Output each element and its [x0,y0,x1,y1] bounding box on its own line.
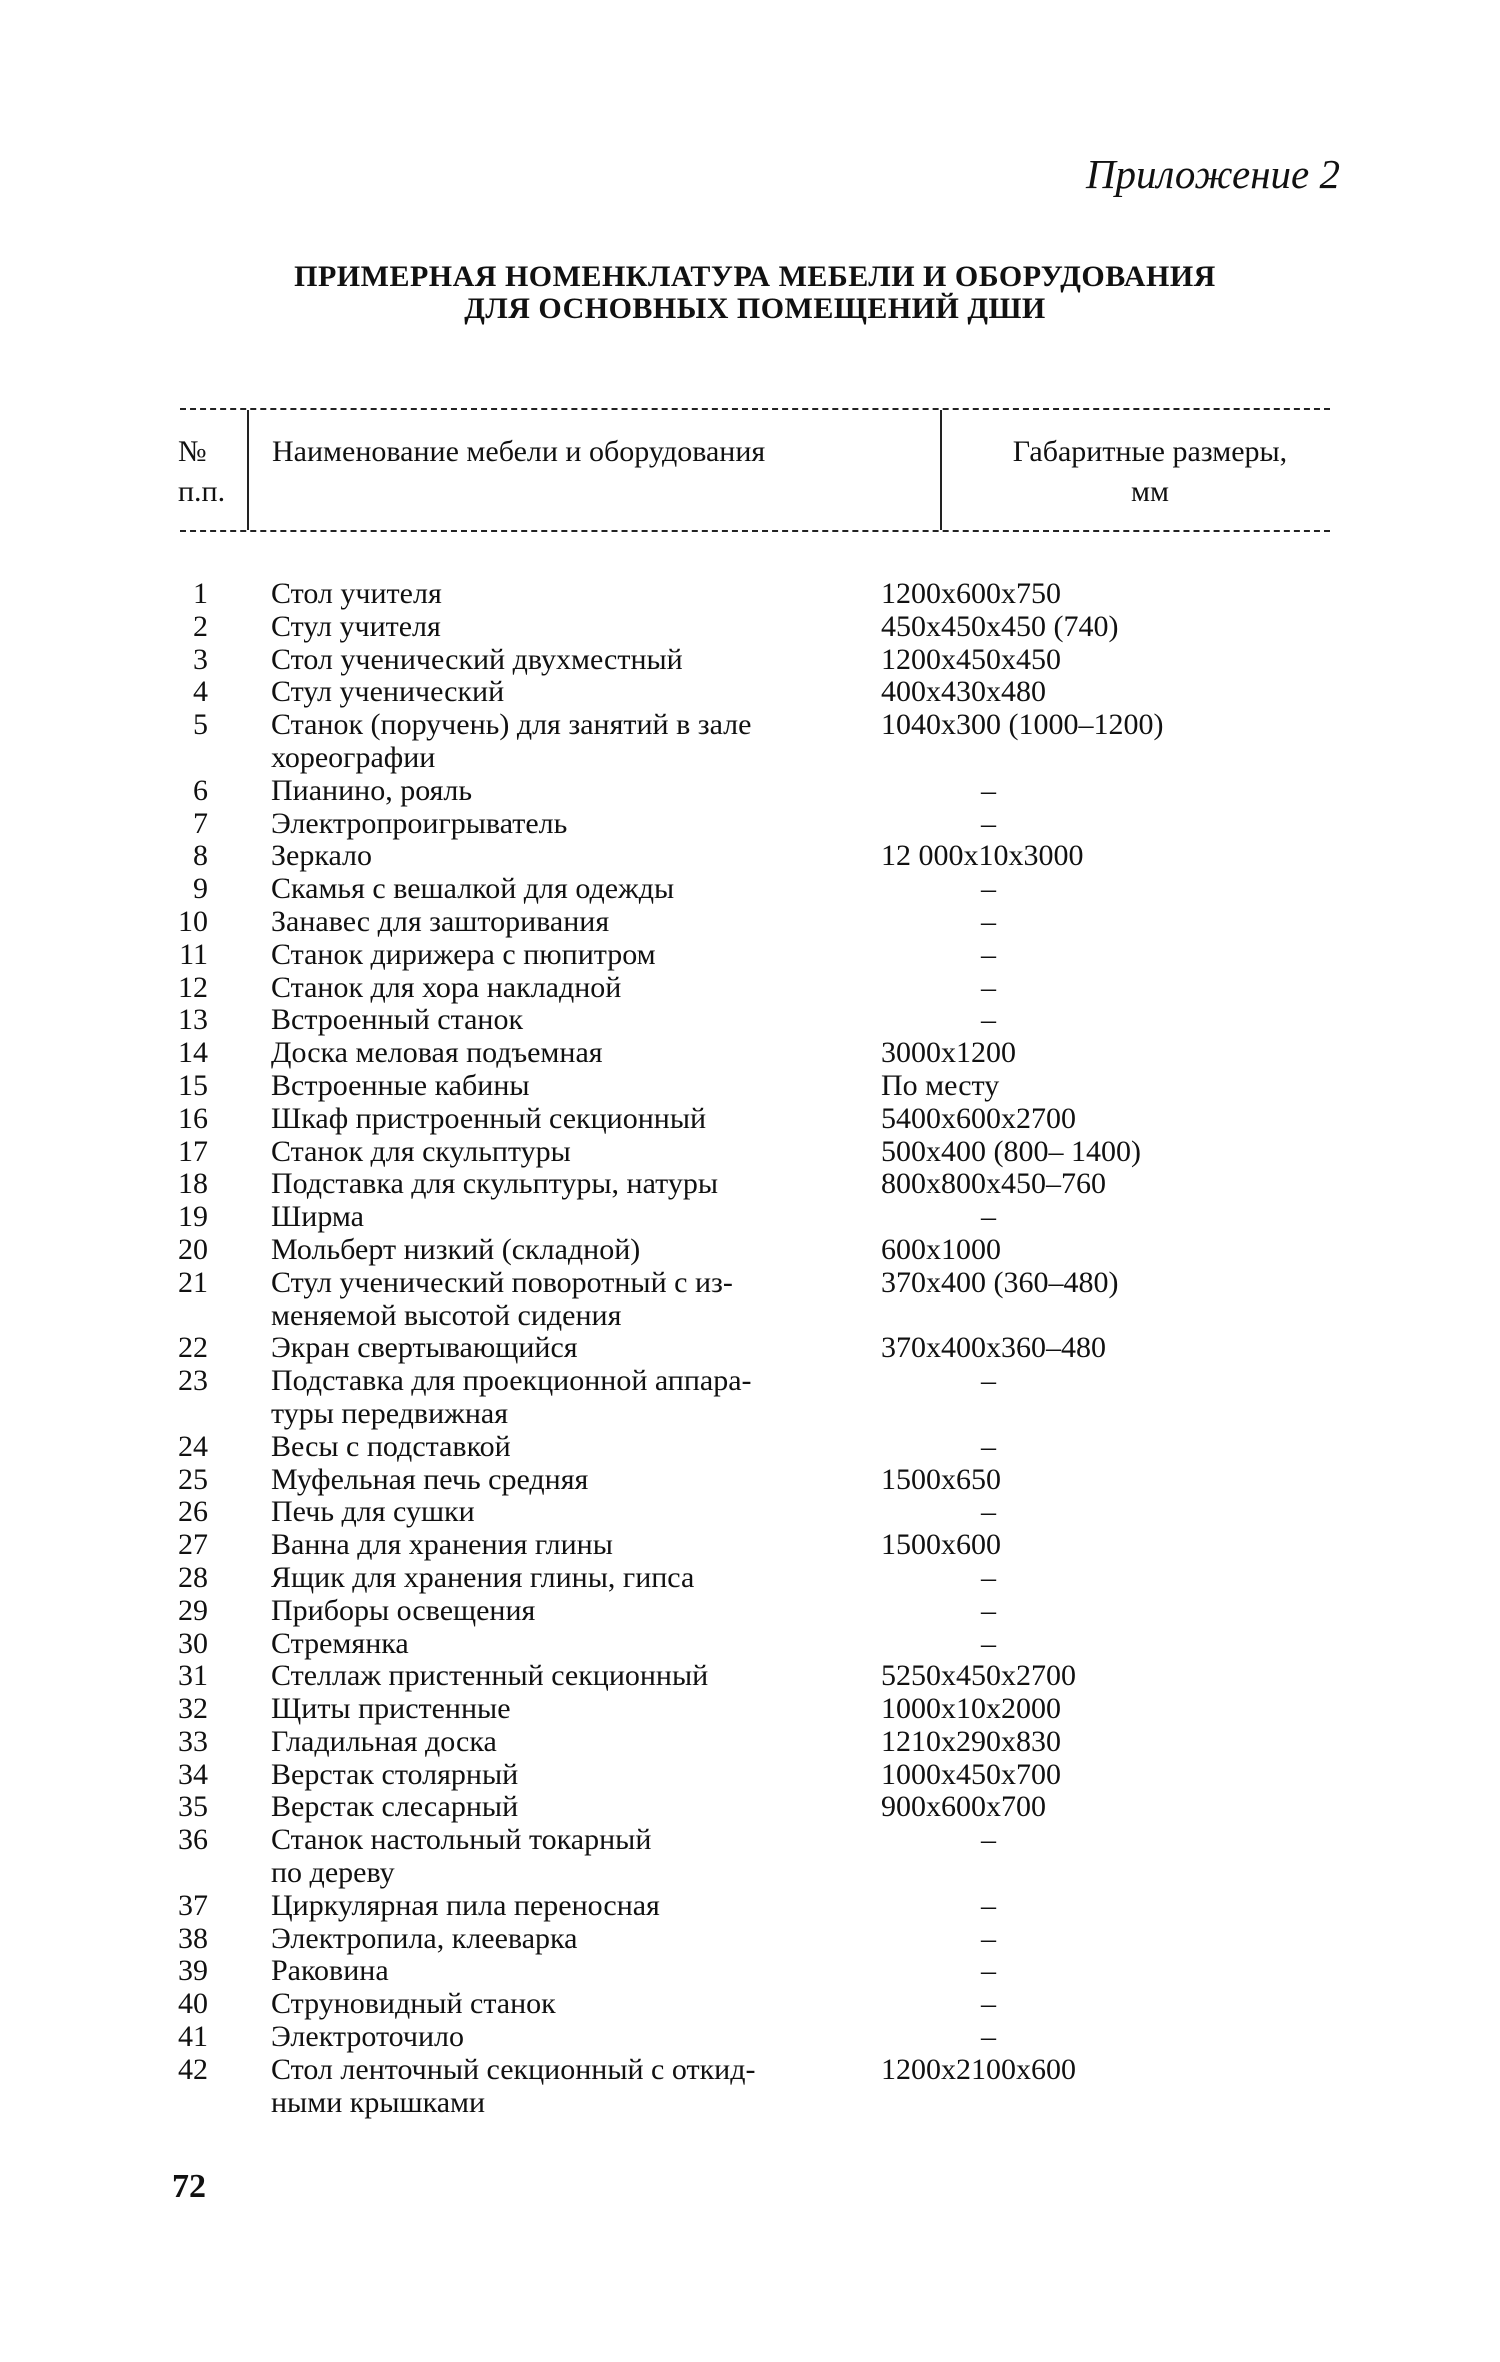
table-row [0,1431,1500,1464]
row-number: 35 [178,1790,208,1824]
header-size [960,432,1340,512]
row-item-name: Шкаф пристроенный секционный [271,1101,707,1135]
table-row [0,939,1500,972]
row-number: 29 [178,1593,208,1627]
header-size-line-1: Габаритные размеры, [1012,435,1288,468]
row-dimensions: – [981,806,996,840]
row-number: 26 [178,1495,208,1529]
row-number: 15 [178,1068,208,1102]
table-row [0,1693,1500,1726]
row-number: 28 [178,1560,208,1594]
row-dimensions: – [981,773,996,807]
row-item-name: Станок (поручень) для занятий в зале [271,708,752,742]
table-row [0,1168,1500,1201]
row-number: 1 [193,577,208,610]
table-row [0,1037,1500,1070]
row-number: 14 [178,1036,208,1070]
header-number-line-1: № [178,435,207,468]
table-header-bottom-rule [180,530,1330,532]
row-dimensions: 12 000x10x3000 [881,839,1084,873]
table-row [0,1660,1500,1693]
row-item-name: Электропроигрыватель [271,806,568,840]
row-item-name: Весы с подставкой [271,1429,511,1463]
header-size-line-2: мм [1131,475,1169,508]
row-number: 31 [178,1659,208,1693]
table-row [0,1988,1500,2021]
row-item-name: Подставка для проекционной аппара- [271,1364,752,1398]
row-item-name: Скамья с вешалкой для одежды [271,872,675,906]
table-row [0,972,1500,1005]
table-row [0,1562,1500,1595]
row-number: 3 [193,642,208,676]
row-number: 24 [178,1429,208,1463]
appendix-label: Приложение 2 [1085,151,1340,197]
row-number [0,1857,208,1890]
row-item-name: Занавес для зашторивания [271,904,610,938]
table-column-divider [940,410,942,530]
table-row [0,1529,1500,1562]
row-dimensions: – [981,1364,996,1398]
table-row [0,840,1500,873]
row-number: 23 [178,1364,208,1398]
row-dimensions: 1040x300 (1000–1200) [881,708,1164,742]
row-dimensions: 1210x290x830 [881,1724,1061,1758]
row-dimensions: – [981,937,996,971]
row-dimensions: – [981,970,996,1004]
table-row [0,1332,1500,1365]
row-item-name: хореографии [271,740,436,774]
table-row [0,1004,1500,1037]
row-dimensions: – [981,1003,996,1037]
row-item-name: Доска меловая подъемная [271,1036,603,1070]
row-dimensions: 1500x650 [881,1462,1001,1496]
row-dimensions: 1500x600 [881,1528,1001,1562]
row-item-name: Пианино, рояль [271,773,473,807]
table-row [0,1070,1500,1103]
row-item-name: Гладильная доска [271,1724,497,1758]
row-item-name: Стул ученический [271,675,505,709]
row-dimensions: – [981,2020,996,2054]
row-dimensions: 370x400 (360–480) [881,1265,1119,1299]
row-dimensions [881,2087,1331,2120]
row-dimensions: 1000x450x700 [881,1757,1061,1791]
row-item-name: ными крышками [271,2085,486,2119]
header-number-line-2: п.п. [178,475,226,508]
document-title-line-2: ДЛЯ ОСНОВНЫХ ПОМЕЩЕНИЙ ДШИ [464,292,1046,325]
row-number: 33 [178,1724,208,1758]
table-row [0,906,1500,939]
table-row [0,578,1500,611]
row-item-name: Подставка для скульптуры, натуры [271,1167,718,1201]
row-dimensions: 3000x1200 [881,1036,1016,1070]
row-number: 10 [178,904,208,938]
row-dimensions: – [981,1593,996,1627]
row-dimensions: 500x400 (800– 1400) [881,1134,1141,1168]
table-row [0,676,1500,709]
row-number: 21 [178,1265,208,1299]
table-row [0,1759,1500,1792]
row-item-name: Стул ученический поворотный с из- [271,1265,733,1299]
row-item-name: Встроенный станок [271,1003,524,1037]
table-row [0,1398,1500,1431]
row-item-name: туры передвижная [271,1396,509,1430]
table-row [0,1726,1500,1759]
row-item-name: по дереву [271,1856,395,1890]
row-number: 4 [193,675,208,709]
row-item-name: Встроенные кабины [271,1068,530,1102]
row-number: 5 [193,708,208,742]
row-dimensions: – [981,1823,996,1857]
row-item-name: Ширма [271,1200,364,1234]
table-row [0,1267,1500,1300]
row-item-name: Электроточило [271,2020,465,2054]
table-body [0,578,1500,2119]
table-row [0,1628,1500,1661]
row-item-name: Стремянка [271,1626,409,1660]
row-number: 39 [178,1954,208,1988]
table-row [0,1136,1500,1169]
row-item-name: Ящик для хранения глины, гипса [271,1560,695,1594]
row-dimensions: 5250x450x2700 [881,1659,1076,1693]
row-item-name: Экран свертывающийся [271,1331,578,1365]
row-number: 27 [178,1528,208,1562]
row-item-name: Мольберт низкий (складной) [271,1232,641,1266]
row-dimensions: 400x430x480 [881,675,1046,709]
row-dimensions: 600x1000 [881,1232,1001,1266]
row-number: 36 [178,1823,208,1857]
row-dimensions: 5400x600x2700 [881,1101,1076,1135]
row-item-name: Стол ленточный секционный с откид- [271,2052,756,2086]
row-dimensions: 1200x600x750 [881,577,1061,610]
row-dimensions: – [981,1888,996,1922]
row-number: 2 [193,609,208,643]
row-number: 22 [178,1331,208,1365]
row-dimensions [881,742,1331,775]
row-item-name: Щиты пристенные [271,1692,511,1726]
table-row [0,2087,1500,2120]
row-dimensions: – [981,1200,996,1234]
row-item-name: Стул учителя [271,609,441,643]
row-item-name: Приборы освещения [271,1593,536,1627]
row-number: 6 [193,773,208,807]
row-item-name: Станок настольный токарный [271,1823,652,1857]
row-number: 8 [193,839,208,873]
row-item-name: Электропила, клееварка [271,1921,578,1955]
row-dimensions: – [981,904,996,938]
header-number [178,432,248,512]
row-item-name: Станок для скульптуры [271,1134,571,1168]
table-row [0,1857,1500,1890]
table-row [0,1595,1500,1628]
table-row [0,2054,1500,2087]
row-dimensions [881,1398,1331,1431]
row-item-name: Ванна для хранения глины [271,1528,613,1562]
row-number [0,2087,208,2120]
table-row [0,1955,1500,1988]
row-dimensions: 800x800x450–760 [881,1167,1106,1201]
row-number: 25 [178,1462,208,1496]
document-title-line-1: ПРИМЕРНАЯ НОМЕНКЛАТУРА МЕБЕЛИ И ОБОРУДОВАНИЯ [294,260,1216,293]
row-number: 37 [178,1888,208,1922]
row-item-name: Циркулярная пила переносная [271,1888,660,1922]
table-row [0,1791,1500,1824]
row-item-name: Стол учителя [271,577,442,610]
row-number: 18 [178,1167,208,1201]
table-row [0,709,1500,742]
row-number: 12 [178,970,208,1004]
page-number: 72 [172,2168,206,2205]
row-item-name: Верстак столярный [271,1757,519,1791]
row-number: 11 [179,937,208,971]
row-dimensions: – [981,872,996,906]
row-item-name: Станок для хора накладной [271,970,622,1004]
table-row [0,611,1500,644]
row-item-name: Печь для сушки [271,1495,475,1529]
row-dimensions: 450x450x450 (740) [881,609,1119,643]
table-row [0,1234,1500,1267]
row-number: 20 [178,1232,208,1266]
row-dimensions [881,1857,1331,1890]
row-number: 19 [178,1200,208,1234]
row-number: 38 [178,1921,208,1955]
row-number: 32 [178,1692,208,1726]
row-dimensions: 900x600x700 [881,1790,1046,1824]
row-dimensions: 1200x2100x600 [881,2052,1076,2086]
table-row [0,873,1500,906]
row-dimensions: – [981,1626,996,1660]
table-row [0,1496,1500,1529]
row-item-name: Зеркало [271,839,373,873]
table-row [0,1300,1500,1333]
row-number: 7 [193,806,208,840]
table-row [0,742,1500,775]
table-top-rule [180,408,1330,410]
table-row [0,2021,1500,2054]
table-row [0,1923,1500,1956]
row-number [0,742,208,775]
table-row [0,1365,1500,1398]
row-number [0,1398,208,1431]
row-dimensions: 370x400x360–480 [881,1331,1106,1365]
table-row [0,775,1500,808]
row-item-name: Станок дирижера с пюпитром [271,937,656,971]
table-row [0,644,1500,677]
row-item-name: Стол ученический двухместный [271,642,683,676]
row-item-name: Верстак слесарный [271,1790,519,1824]
table-row [0,1824,1500,1857]
table-row [0,1890,1500,1923]
row-dimensions: – [981,1954,996,1988]
table-row [0,1464,1500,1497]
row-item-name: Струновидный станок [271,1987,556,2021]
row-dimensions: – [981,1495,996,1529]
row-number: 40 [178,1987,208,2021]
row-dimensions: – [981,1429,996,1463]
row-number [0,1300,208,1333]
row-item-name: Раковина [271,1954,389,1988]
row-item-name: Стеллаж пристенный секционный [271,1659,709,1693]
row-dimensions: – [981,1987,996,2021]
row-dimensions: 1000x10x2000 [881,1692,1061,1726]
row-dimensions: – [981,1560,996,1594]
row-dimensions [881,1300,1331,1333]
row-number: 9 [193,872,208,906]
row-number: 41 [178,2020,208,2054]
table-row [0,1201,1500,1234]
table-row [0,1103,1500,1136]
row-number: 42 [178,2052,208,2086]
row-dimensions: 1200x450x450 [881,642,1061,676]
row-number: 34 [178,1757,208,1791]
row-dimensions: – [981,1921,996,1955]
row-dimensions: По месту [881,1068,1000,1102]
header-name: Наименование мебели и оборудования [272,435,766,468]
row-number: 17 [178,1134,208,1168]
table-row [0,808,1500,841]
row-item-name: меняемой высотой сидения [271,1298,622,1332]
row-number: 16 [178,1101,208,1135]
row-number: 13 [178,1003,208,1037]
row-number: 30 [178,1626,208,1660]
row-item-name: Муфельная печь средняя [271,1462,589,1496]
